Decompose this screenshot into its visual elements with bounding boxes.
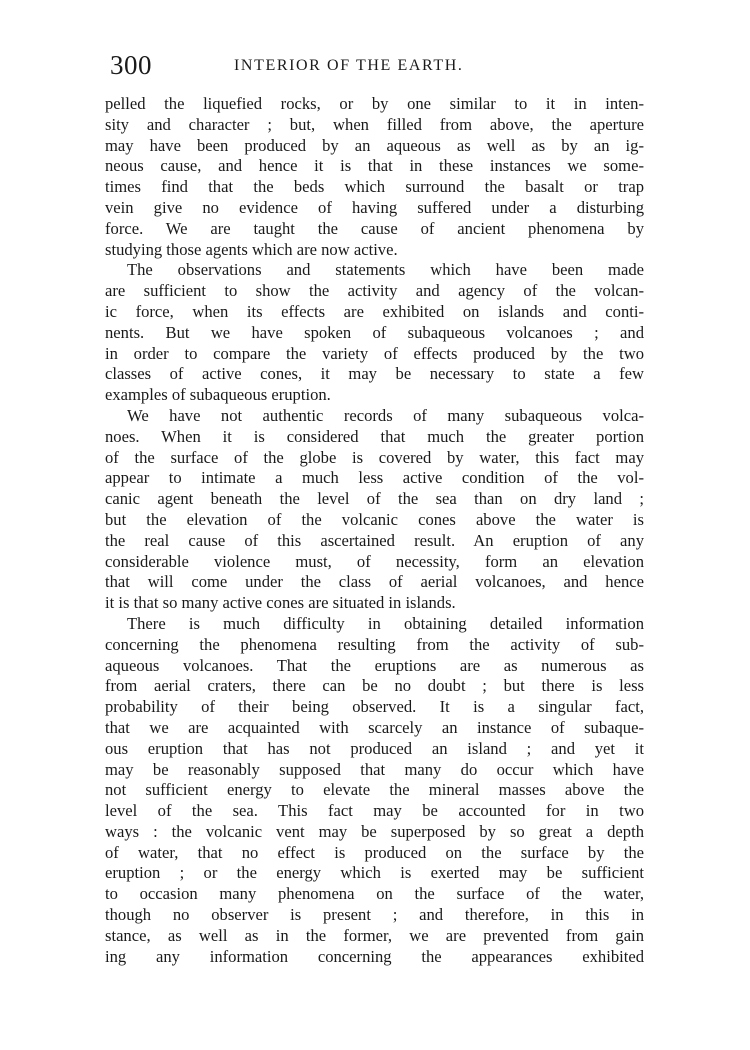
- text-line: it is that so many active cones are situated in islands.: [105, 593, 456, 613]
- text-line: appear to intimate a much less active condition of the vol-: [105, 468, 644, 488]
- text-line: that will come under the class of aerial volcanoes, and hence: [105, 572, 644, 592]
- text-line: ways : the volcanic vent may be superposed by so great a depth: [105, 821, 644, 841]
- text-line: the real cause of this ascertained result. An eruption of any: [105, 530, 644, 550]
- text-line: to occasion many phenomena on the surface of the water,: [105, 884, 644, 904]
- text-line: may have been produced by an aqueous as well as by an ig-: [105, 135, 644, 155]
- text-line: We have not authentic records of many subaqueous volca-: [127, 405, 644, 425]
- page-number: 300: [110, 50, 152, 80]
- text-line: force. We are taught the cause of ancient phenomena by: [105, 218, 644, 238]
- running-head: INTERIOR OF THE EARTH.: [234, 57, 464, 74]
- text-line: neous cause, and hence it is that in these instances we some-: [105, 156, 644, 176]
- text-line: ous eruption that has not produced an island ; and yet it: [105, 738, 644, 758]
- text-line: noes. When it is considered that much the greater portion: [105, 426, 644, 446]
- text-line: from aerial craters, there can be no doubt ; but there is less: [105, 676, 644, 696]
- text-line: that we are acquainted with scarcely an instance of subaque-: [105, 717, 644, 737]
- text-line: not sufficient energy to elevate the mineral masses above the: [105, 780, 644, 800]
- text-line: considerable violence must, of necessity, form an elevation: [105, 551, 644, 571]
- text-line: sity and character ; but, when filled from above, the aperture: [105, 114, 644, 134]
- text-line: studying those agents which are now active.: [105, 239, 398, 259]
- text-line: stance, as well as in the former, we are prevented from gain: [105, 925, 644, 945]
- text-line: concerning the phenomena resulting from the activity of sub-: [105, 634, 644, 654]
- text-line: ic force, when its effects are exhibited on islands and conti-: [105, 301, 644, 321]
- text-line: nents. But we have spoken of subaqueous volcanoes ; and: [105, 322, 644, 342]
- page-header: [110, 47, 645, 83]
- text-line: probability of their being observed. It is a singular fact,: [105, 697, 644, 717]
- text-line: There is much difficulty in obtaining detailed information: [127, 613, 644, 633]
- text-line: aqueous volcanoes. That the eruptions are as numerous as: [105, 655, 644, 675]
- text-line: classes of active cones, it may be necessary to state a few: [105, 364, 644, 384]
- text-line: are sufficient to show the activity and agency of the volcan-: [105, 281, 644, 301]
- text-line: in order to compare the variety of effects produced by the two: [105, 343, 644, 363]
- text-line: though no observer is present ; and therefore, in this in: [105, 905, 644, 925]
- text-line: level of the sea. This fact may be accounted for in two: [105, 801, 644, 821]
- text-line: vein give no evidence of having suffered under a disturbing: [105, 197, 644, 217]
- text-line: pelled the liquefied rocks, or by one similar to it in inten-: [105, 94, 644, 113]
- text-line: but the elevation of the volcanic cones above the water is: [105, 509, 644, 529]
- text-line: The observations and statements which have been made: [127, 260, 644, 280]
- text-line: times find that the beds which surround the basalt or trap: [105, 177, 644, 197]
- text-line: eruption ; or the energy which is exerted may be sufficient: [105, 863, 644, 883]
- text-line: ing any information concerning the appearances exhibited: [105, 946, 644, 966]
- body-text: [105, 94, 644, 967]
- text-line: canic agent beneath the level of the sea than on dry land ;: [105, 489, 644, 509]
- text-line: of water, that no effect is produced on the surface by the: [105, 842, 644, 862]
- text-line: may be reasonably supposed that many do occur which have: [105, 759, 644, 779]
- text-line: of the surface of the globe is covered by water, this fact may: [105, 447, 644, 467]
- text-line: examples of subaqueous eruption.: [105, 385, 331, 405]
